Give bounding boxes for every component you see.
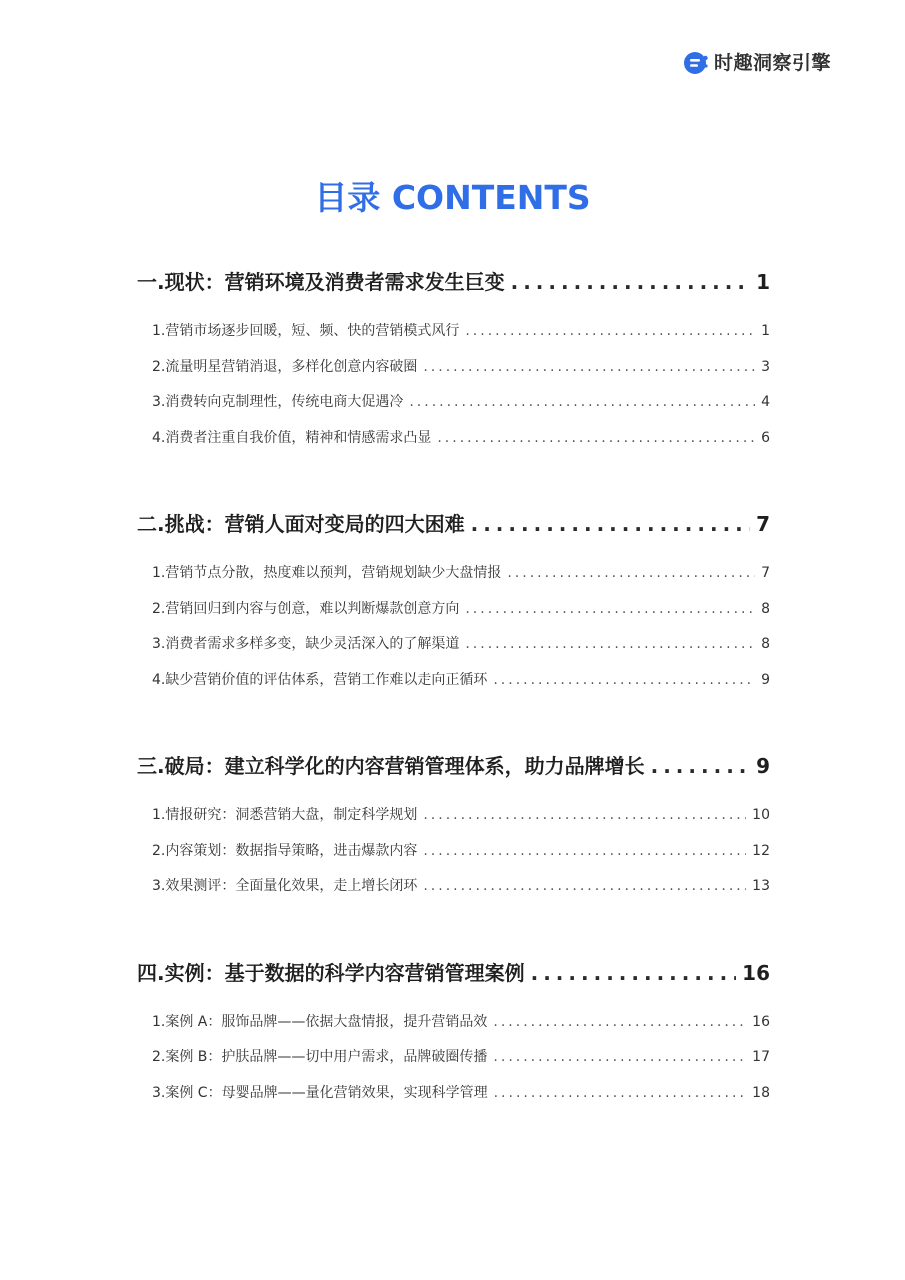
chapter-title: 四.实例：基于数据的科学内容营销管理案例: [137, 960, 525, 985]
section-entry[interactable]: [152, 669, 770, 705]
section-entry[interactable]: [152, 804, 770, 840]
dot-leader: [423, 359, 755, 375]
section-list: [137, 1011, 770, 1118]
section-entry[interactable]: [152, 875, 770, 911]
chapter-entry[interactable]: [137, 957, 770, 997]
brand-e-icon: [683, 50, 709, 76]
dot-leader: [494, 1085, 747, 1101]
dot-leader: [471, 512, 750, 536]
page-title: 目录 CONTENTS: [314, 178, 591, 217]
dot-leader: [465, 323, 755, 339]
dot-leader: [423, 843, 746, 859]
section-title: 4.缺少营销价值的评估体系，营销工作难以走向正循环: [152, 671, 488, 688]
section-page-number: 8: [761, 600, 770, 617]
section-list: [137, 562, 770, 704]
section-title: 3.消费者需求多样多变，缺少灵活深入的了解渠道: [152, 636, 460, 652]
section-title: 4.消费者注重自我价值，精神和情感需求凸显: [152, 429, 432, 446]
section-entry[interactable]: [152, 356, 770, 392]
section-page-number: 1: [761, 323, 770, 339]
section-page-number: 4: [761, 394, 770, 410]
dot-leader: [409, 394, 755, 410]
brand-logo: [683, 49, 831, 77]
dot-leader: [507, 565, 755, 581]
dot-leader: [493, 1049, 746, 1065]
section-page-number: 9: [761, 671, 770, 688]
section-entry[interactable]: [152, 1011, 770, 1047]
section-list: [137, 320, 770, 462]
dot-leader: [465, 636, 755, 652]
section-entry[interactable]: [152, 1046, 770, 1082]
section-entry[interactable]: [152, 427, 770, 463]
section-page-number: 17: [752, 1049, 770, 1065]
section-entry[interactable]: [152, 320, 770, 356]
section-title: 3.案例 C：母婴品牌——量化营销效果，实现科学管理: [152, 1084, 488, 1101]
section-title: 1.营销市场逐步回暖，短、频、快的营销模式风行: [152, 323, 460, 339]
toc-chapter-4: [137, 957, 770, 1118]
section-entry[interactable]: [152, 633, 770, 669]
chapter-page-number: 16: [742, 960, 770, 985]
chapter-title: 二.挑战：营销人面对变局的四大困难: [137, 512, 465, 536]
section-entry[interactable]: [152, 598, 770, 634]
section-list: [137, 804, 770, 911]
section-page-number: 8: [761, 636, 770, 652]
dot-leader: [423, 807, 746, 823]
toc-chapter-3: [137, 750, 770, 911]
toc-chapter-2: [137, 508, 770, 704]
section-title: 2.营销回归到内容与创意，难以判断爆款创意方向: [152, 600, 460, 617]
section-title: 3.效果测评：全面量化效果，走上增长闭环: [152, 878, 418, 894]
dot-leader: [465, 601, 755, 617]
section-page-number: 13: [752, 878, 770, 894]
section-title: 3.消费转向克制理性，传统电商大促遇冷: [152, 394, 404, 410]
chapter-title: 三.破局：建立科学化的内容营销管理体系，助力品牌增长: [137, 754, 645, 778]
section-page-number: 18: [752, 1084, 770, 1101]
table-of-contents: [137, 266, 770, 1163]
dot-leader: [511, 270, 750, 294]
dot-leader: [493, 672, 755, 688]
section-page-number: 16: [752, 1013, 770, 1030]
section-entry[interactable]: [152, 391, 770, 427]
section-entry[interactable]: [152, 840, 770, 876]
section-page-number: 7: [761, 565, 770, 581]
dot-leader: [651, 754, 750, 778]
chapter-title: 一.现状：营销环境及消费者需求发生巨变: [137, 270, 505, 294]
section-title: 1.案例 A：服饰品牌——依据大盘情报，提升营销品效: [152, 1013, 488, 1030]
chapter-entry[interactable]: [137, 266, 770, 306]
section-page-number: 12: [752, 842, 770, 859]
chapter-entry[interactable]: [137, 508, 770, 548]
chapter-page-number: 1: [756, 270, 770, 294]
toc-chapter-1: [137, 266, 770, 462]
dot-leader: [437, 430, 755, 446]
section-title: 1.情报研究：洞悉营销大盘，制定科学规划: [152, 807, 418, 823]
dot-leader: [423, 878, 746, 894]
chapter-page-number: 7: [756, 512, 770, 536]
brand-name: 时趣洞察引擎: [714, 52, 832, 74]
section-title: 1.营销节点分散，热度难以预判，营销规划缺少大盘情报: [152, 565, 502, 581]
section-title: 2.内容策划：数据指导策略，进击爆款内容: [152, 842, 418, 859]
chapter-entry[interactable]: [137, 750, 770, 790]
section-title: 2.流量明星营销消退，多样化创意内容破圈: [152, 358, 418, 375]
dot-leader: [531, 961, 737, 985]
section-entry[interactable]: [152, 562, 770, 598]
section-page-number: 10: [752, 807, 770, 823]
section-page-number: 3: [761, 358, 770, 375]
dot-leader: [493, 1014, 746, 1030]
section-page-number: 6: [761, 429, 770, 446]
section-entry[interactable]: [152, 1082, 770, 1118]
section-title: 2.案例 B：护肤品牌——切中用户需求，品牌破圈传播: [152, 1049, 488, 1065]
chapter-page-number: 9: [756, 754, 770, 778]
